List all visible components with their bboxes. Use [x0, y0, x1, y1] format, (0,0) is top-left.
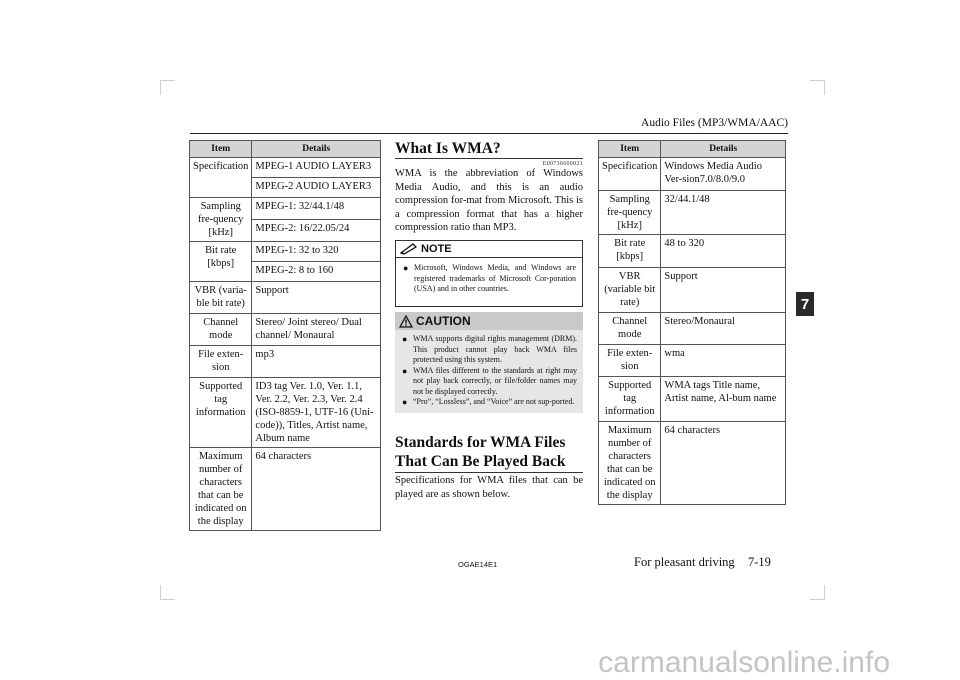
section-rule — [395, 472, 583, 473]
row-details: MPEG-1: 32 to 320 — [252, 242, 381, 262]
row-details: MPEG-1: 32/44.1/48 — [252, 198, 381, 220]
pencil-icon — [400, 243, 418, 255]
section-rule — [395, 158, 583, 159]
document-code: OGAE14E1 — [458, 560, 498, 569]
mp3-spec-table — [189, 140, 381, 531]
caution-item: ● WMA files different to the standards at right may not play back correctly, or file/folder names may not be displayed correctly. — [402, 365, 577, 396]
row-details: MPEG-2 AUDIO LAYER3 — [252, 178, 381, 198]
warning-triangle-icon — [399, 315, 413, 328]
table-row — [599, 158, 786, 191]
table-header-row — [599, 141, 786, 158]
table-row — [190, 282, 381, 314]
note-item: ● Microsoft, Windows Media, and Windows are registered trademarks of Microsoft Cor-poration (USA) and in other countries. — [403, 263, 576, 293]
caution-body — [395, 330, 583, 413]
row-details: wma — [661, 345, 786, 377]
section-title-wma-standards: Standards for WMA Files That Can Be Played Back — [395, 434, 566, 470]
column-header-item: Item — [599, 141, 661, 158]
section-code: E00736600021 — [542, 161, 583, 167]
row-details: Support — [661, 268, 786, 313]
table-row — [599, 345, 786, 377]
table-row — [599, 268, 786, 313]
caution-box — [395, 312, 583, 413]
table-row — [599, 422, 786, 505]
row-details: MPEG-2: 8 to 160 — [252, 262, 381, 282]
page-number: 7-19 — [748, 555, 771, 569]
row-item: Sampling fre-quency [kHz] — [599, 191, 661, 235]
caution-item: ● WMA supports digital rights management (DRM). This product cannot play back WMA files protected using this system. — [402, 334, 577, 364]
row-item: Supported tag information — [190, 378, 252, 448]
caution-header — [395, 312, 583, 330]
table-row — [190, 448, 381, 531]
table-row — [599, 377, 786, 422]
watermark: carmanualsonline.info — [598, 646, 890, 679]
row-item: Specification — [190, 158, 252, 198]
wma-spec-table — [598, 140, 786, 505]
table-row — [599, 235, 786, 268]
row-item: Bit rate [kbps] — [190, 242, 252, 282]
row-details: mp3 — [252, 346, 381, 378]
table-row — [599, 191, 786, 235]
table-row — [190, 314, 381, 346]
crop-mark — [810, 585, 825, 600]
section-body: Specifications for WMA files that can be played are as shown below. — [395, 475, 583, 500]
row-item: Bit rate [kbps] — [599, 235, 661, 268]
table-row — [190, 198, 381, 220]
row-item: Channel mode — [190, 314, 252, 346]
row-details: WMA tags Title name, Artist name, Al-bum name — [661, 377, 786, 422]
table-row — [190, 378, 381, 448]
table-row — [190, 346, 381, 378]
row-details: MPEG-2: 16/22.05/24 — [252, 220, 381, 242]
row-details: Stereo/Monaural — [661, 313, 786, 345]
row-item: VBR (varia-ble bit rate) — [190, 282, 252, 314]
table-row — [190, 158, 381, 178]
note-label: NOTE — [421, 243, 452, 255]
crop-mark — [160, 585, 175, 600]
row-item: Maximum number of characters that can be indicated on the display — [599, 422, 661, 505]
column-header-item: Item — [190, 141, 252, 158]
row-details: 64 characters — [661, 422, 786, 505]
row-item: File exten-sion — [599, 345, 661, 377]
table-row — [190, 242, 381, 262]
footer-section: For pleasant driving — [634, 555, 735, 569]
caution-label: CAUTION — [416, 314, 471, 328]
row-item: Supported tag information — [599, 377, 661, 422]
table-row — [599, 313, 786, 345]
section-body: WMA is the abbreviation of Windows Media Audio, and this is an audio compression for-mat from Microsoft. This is a compression format that has a higher compression ratio than MP3. — [395, 168, 583, 233]
row-details: Windows Media Audio Ver-sion7.0/8.0/9.0 — [661, 158, 786, 191]
chapter-tab: 7 — [796, 292, 814, 316]
header-rule — [190, 133, 788, 134]
crop-mark — [160, 80, 175, 95]
row-details: MPEG-1 AUDIO LAYER3 — [252, 158, 381, 178]
row-details: Stereo/ Joint stereo/ Dual channel/ Monaural — [252, 314, 381, 346]
caution-item: ● “Pro”, “Lossless”, and “Voice” are not sup-ported. — [402, 397, 575, 407]
section-title-what-is-wma: What Is WMA? — [395, 140, 501, 157]
row-details: 64 characters — [252, 448, 381, 531]
running-header: Audio Files (MP3/WMA/AAC) — [641, 117, 788, 129]
row-details: Support — [252, 282, 381, 314]
crop-mark — [810, 80, 825, 95]
column-header-details: Details — [661, 141, 786, 158]
row-item: Sampling fre-quency [kHz] — [190, 198, 252, 242]
row-details: 32/44.1/48 — [661, 191, 786, 235]
note-box — [395, 240, 583, 307]
row-details: 48 to 320 — [661, 235, 786, 268]
table-header-row — [190, 141, 381, 158]
row-item: File exten-sion — [190, 346, 252, 378]
row-item: VBR (variable bit rate) — [599, 268, 661, 313]
row-item: Channel mode — [599, 313, 661, 345]
column-header-details: Details — [252, 141, 381, 158]
row-details: ID3 tag Ver. 1.0, Ver. 1.1, Ver. 2.2, Ver. 2.3, Ver. 2.4 (ISO-8859-1, UTF-16 (Uni-code)), Titles, Artist name, Album name — [252, 378, 381, 448]
row-item: Specification — [599, 158, 661, 191]
note-header — [396, 241, 582, 258]
row-item: Maximum number of characters that can be indicated on the display — [190, 448, 252, 531]
